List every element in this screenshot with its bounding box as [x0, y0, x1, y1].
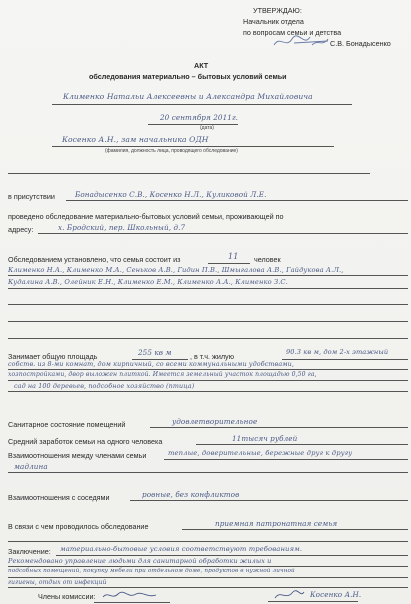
reason-underline	[182, 529, 408, 530]
approval-signature-icon	[270, 33, 332, 51]
family-label-after: человек	[254, 255, 281, 264]
relations-neighbors-underline	[130, 500, 408, 501]
relations-family-underline-2	[8, 472, 408, 473]
area-total: 255 кв м	[138, 348, 172, 357]
inspector-underline	[52, 146, 334, 147]
address-value: х. Бродский, пер. Школьный, д.7	[58, 223, 186, 232]
blank-line-2	[8, 304, 408, 305]
conclusion-label: Заключение:	[8, 547, 51, 556]
blank-line-4	[8, 338, 408, 339]
relations-neighbors-value: ровные, без конфликтов	[142, 490, 240, 499]
area-living: 90.3 кв м, дом 2-х этажный	[286, 348, 389, 356]
approval-position-line1: Начальник отдела	[243, 17, 304, 26]
commission-signer-underline	[268, 601, 358, 602]
commission-signature-underline	[94, 602, 170, 603]
presence-label: в присутствии	[8, 192, 55, 201]
family-label: Обследованием установлено, что семья состоит из	[8, 255, 181, 264]
area-label: Занимает общую площадь	[8, 352, 98, 361]
conclusion-underline-4	[8, 587, 408, 588]
family-count-underline	[208, 263, 250, 264]
conclusion-underline-1	[56, 555, 408, 556]
commission-signature-2-icon	[272, 588, 306, 602]
conclusion-line4: гигиены, отдых от инфекций	[8, 579, 107, 586]
act-title: АКТ	[194, 61, 209, 70]
relations-neighbors-label: Взаимоотношения с соседями	[8, 493, 110, 502]
blank-line-1	[8, 173, 370, 174]
relations-family-underline	[164, 459, 408, 460]
area-underline-4	[8, 391, 408, 392]
members-underline-2	[8, 288, 408, 289]
commission-signer: Косенко А.Н.	[310, 590, 362, 599]
area-living-underline	[282, 359, 408, 360]
relations-family-value1: теплые, доверительные, бережные друг к другу	[168, 449, 353, 457]
conclusion-line3: подсобных помещений, покупку мебели при отдельном доме, продуктов в нужной личной	[8, 568, 295, 574]
area-line2: собств. из 8-ми комнат, дом кирпичный, со всеми коммунальными удобствами,	[8, 360, 295, 368]
approval-signer: С.В. Бонадысенко	[330, 39, 391, 48]
sanitary-value: удовлетворительное	[172, 417, 258, 426]
area-underline-3	[8, 380, 408, 381]
income-value: 11тысяч рублей	[232, 434, 298, 443]
family-members-line2: Кудалина А.В., Олейник Е.Н., Клименко Е.М., Клименко А.А., Клименко З.С.	[8, 278, 288, 286]
sanitary-underline	[150, 427, 408, 428]
date-caption: (дата)	[200, 125, 214, 131]
blank-line-5	[8, 541, 408, 542]
conducted-text: проведено обследование материально-бытовых условий семьи, проживающей по	[8, 212, 284, 221]
family-names-underline	[52, 104, 352, 105]
approval-position-line2: по вопросам семьи и детства	[243, 28, 342, 37]
commission-label: Члены комиссии:	[38, 592, 96, 601]
area-living-label: , в т.ч. жилую	[190, 352, 235, 361]
area-underline-2	[8, 369, 408, 370]
address-underline	[38, 233, 408, 234]
sanitary-label: Санитарное состояние помещений	[8, 420, 126, 429]
act-subtitle: обследования материально – бытовых условий семьи	[89, 72, 287, 81]
reason-value: приемная патронатная семья	[215, 519, 338, 528]
relations-family-value2: мадлина	[14, 462, 48, 471]
address-label: адресу:	[8, 225, 34, 234]
commission-signature-icon	[100, 588, 160, 602]
conclusion-line2: Рекомендовано управление людьми для санитарной обработки жилых и	[8, 557, 272, 565]
conclusion-underline-2	[8, 566, 408, 567]
members-underline-1	[8, 275, 408, 276]
income-underline	[196, 444, 408, 445]
reason-label: В связи с чем проводилось обследование	[8, 522, 149, 531]
area-line3: хозпостройками, двор выложен плиткой. Имеется земельный участок площадью 0,50 га,	[8, 371, 317, 378]
inspection-date: 20 сентября 2011г.	[160, 113, 239, 122]
relations-family-label: Взаимоотношения между членами семьи	[8, 451, 147, 460]
inspector-caption: (фамилия, должность лица, проводящего обследование)	[105, 148, 238, 154]
area-line4: сад на 100 деревьев, подсобное хозяйство (птица)	[14, 382, 195, 390]
family-count: 11	[228, 252, 239, 261]
conclusion-underline-3	[8, 577, 408, 578]
family-names: Клименко Натальи Алексеевны и Александра Михайловича	[63, 92, 313, 101]
date-underline	[148, 124, 238, 125]
family-members-line1: Клименко Н.А., Клименко М.А., Сеньков А.В., Гидин П.В., Шмыгалова А.В., Гайдукова А.Л.,	[8, 266, 344, 274]
inspector-value: Косенко А.Н., зам начальника ОДН	[62, 135, 209, 144]
blank-line-3	[8, 321, 408, 322]
presence-value: Бонадысенко С.В., Косенко Н.Л., Куликовой Л.Е.	[75, 190, 267, 199]
income-label: Средний заработок семьи на одного человека	[8, 437, 163, 446]
presence-underline	[66, 200, 408, 201]
approval-heading: УТВЕРЖДАЮ:	[253, 6, 302, 15]
conclusion-line1: материально-бытовые условия соответствуют требованиям.	[60, 545, 303, 553]
